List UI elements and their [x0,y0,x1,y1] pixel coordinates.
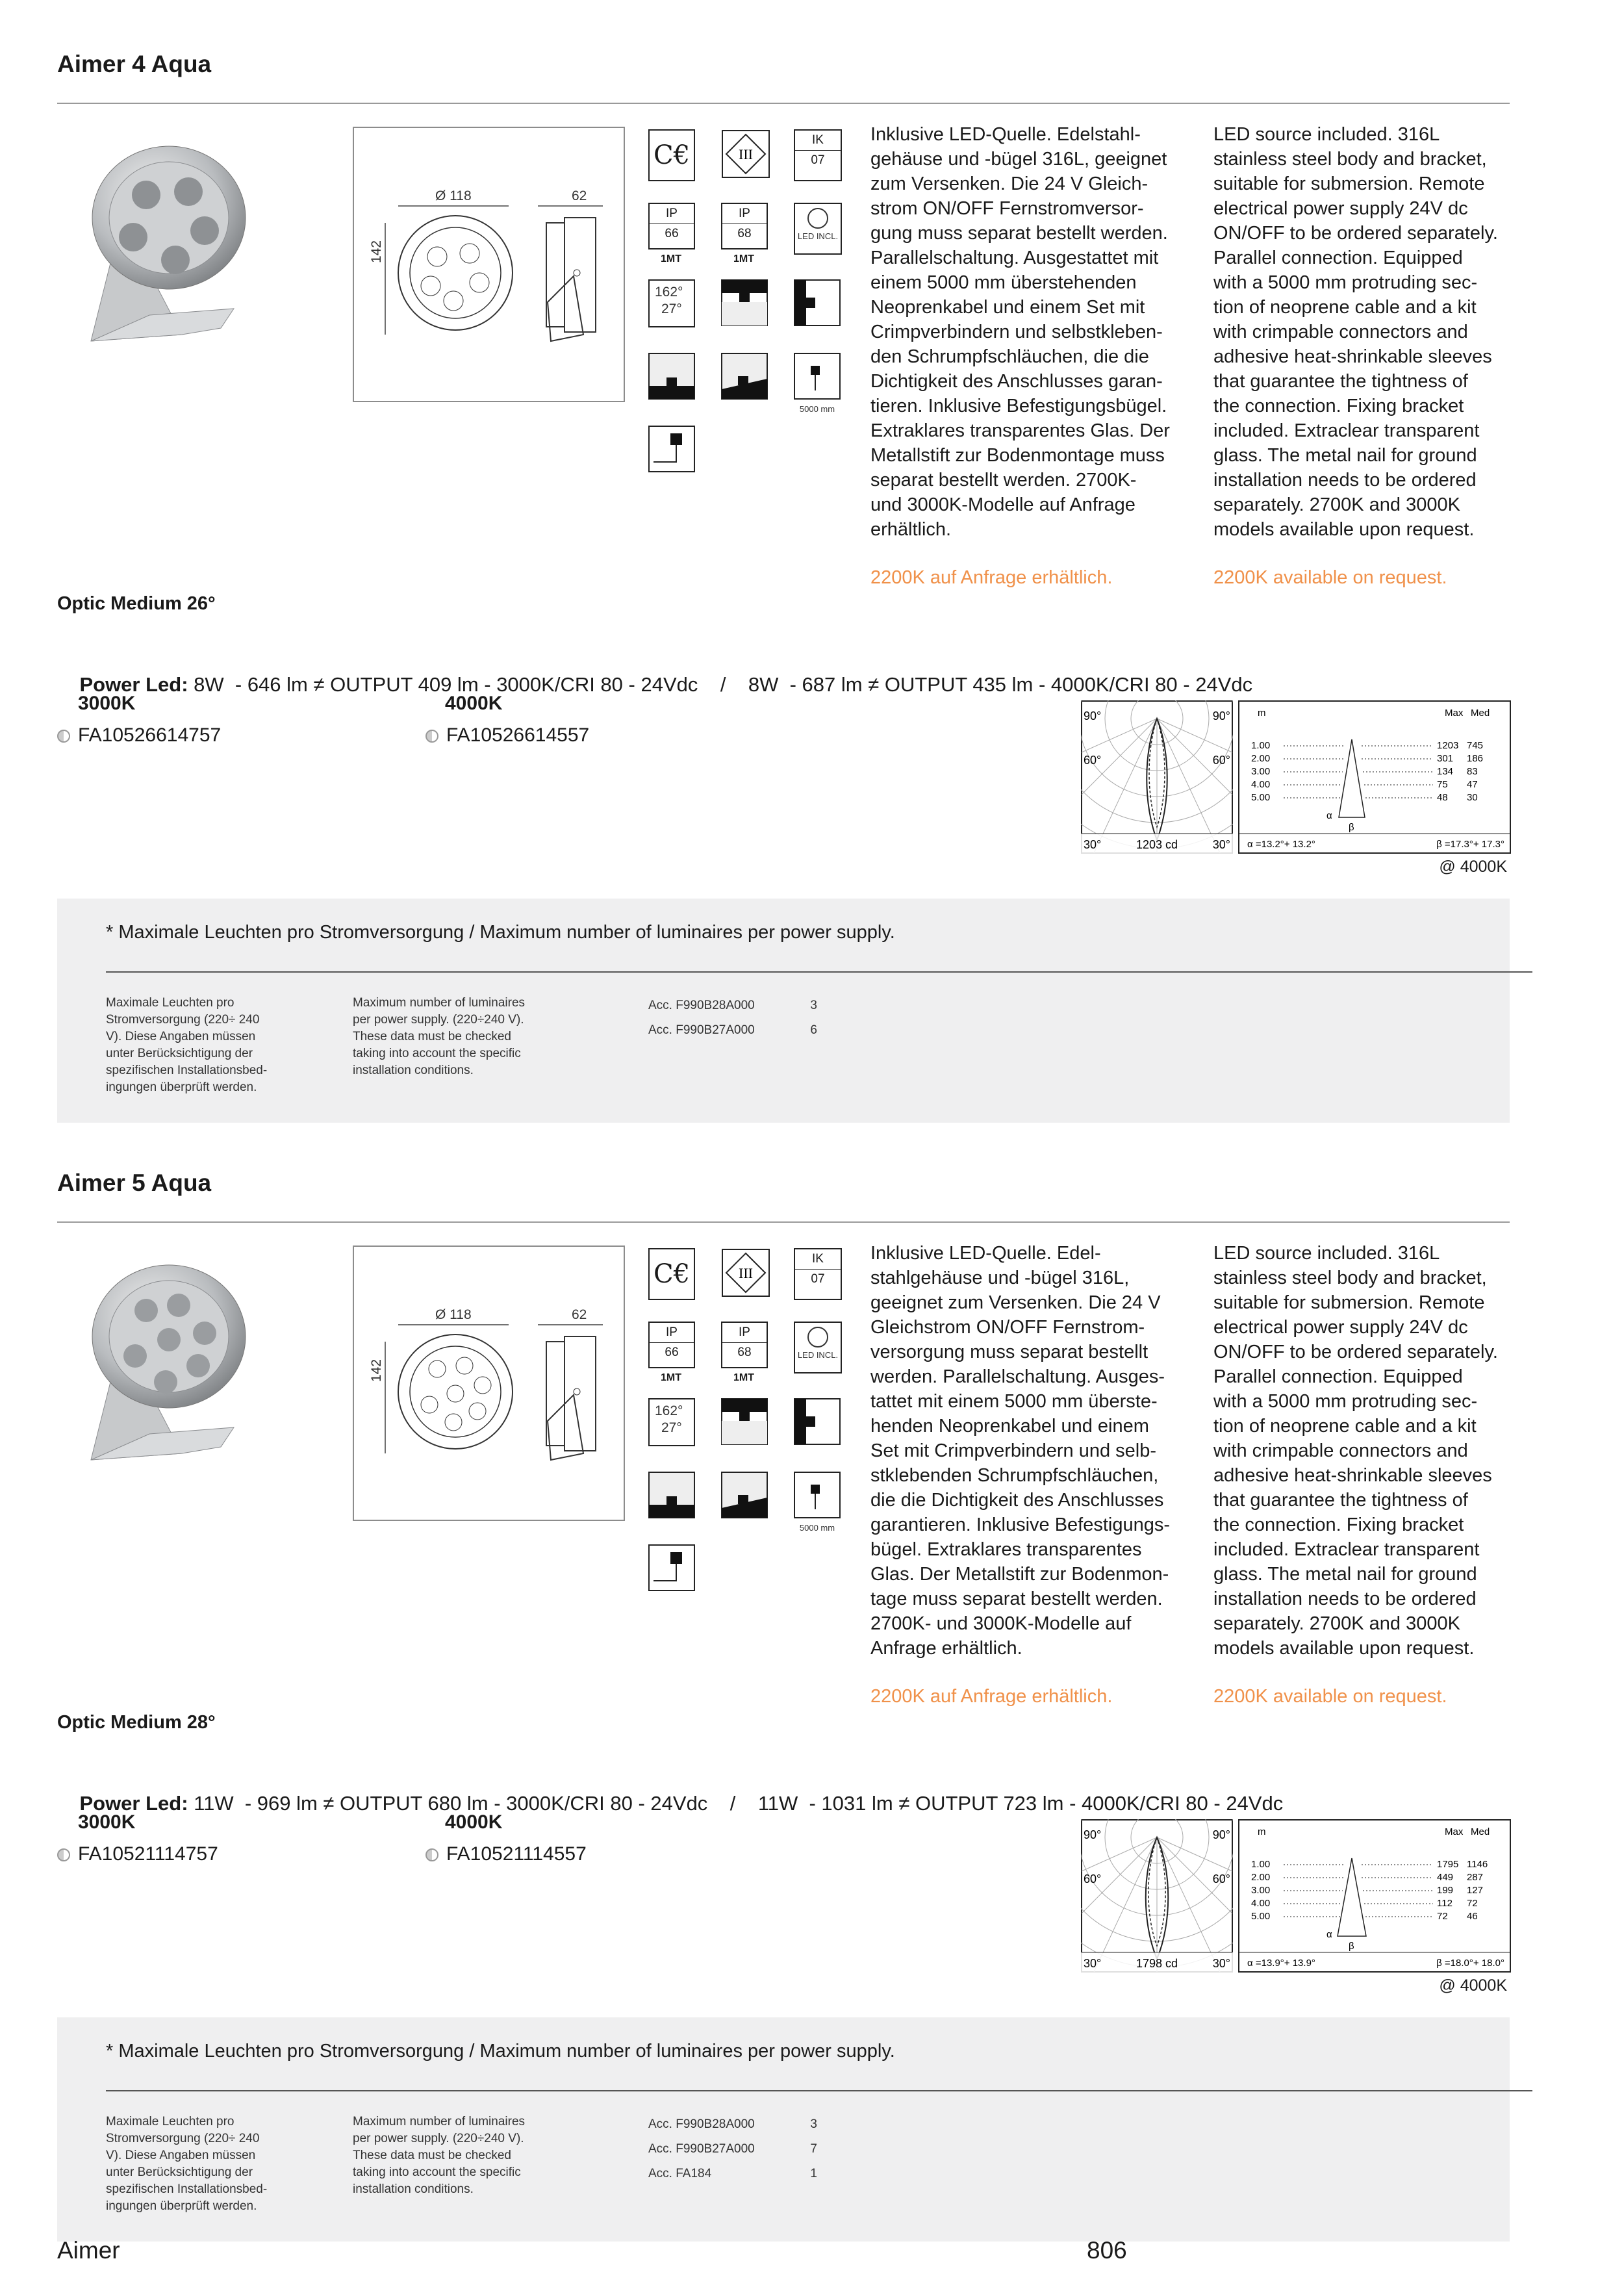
alpha-range: α =13.9°+ 13.9° [1247,1958,1315,1969]
mounting-icon-wall [794,1398,841,1445]
variant-3000k-heading: 3000K [78,1811,136,1833]
mounting-icon-ceiling [721,279,768,326]
color-dot-icon [57,730,70,743]
angle-60-right: 60° [1212,1872,1230,1885]
accessory-list [648,997,817,1039]
cable-length-icon [794,1472,841,1518]
power-supply-info-box [57,2017,1510,2242]
measured-at: @ 4000K [1439,1976,1507,1995]
installation-box-icon [648,426,695,472]
svg-text:1795: 1795 [1437,1859,1459,1870]
class-iii-label: III [739,1265,753,1281]
footer-brand: Aimer [57,2237,120,2264]
svg-text:449: 449 [1437,1872,1454,1883]
list-item: Acc. F990B28A000 3 [648,2117,817,2131]
svg-text:30: 30 [1467,792,1478,803]
svg-text:2.00: 2.00 [1251,1872,1271,1883]
med-header: Med [1471,1826,1490,1837]
product-photo [71,140,253,354]
angle-60-left: 60° [1084,1872,1102,1885]
ik-label: IK [795,131,841,151]
variant-3000k-heading: 3000K [78,693,136,714]
ip68-value: 68 [737,1346,752,1359]
mounting-icon-slope [721,1472,768,1518]
svg-text:186: 186 [1467,753,1484,764]
ip68-icon [721,203,768,249]
title-divider [57,103,1510,104]
angle-a: 162° [655,1403,683,1418]
drawing-lines [353,127,622,400]
ip66-icon [648,1322,695,1368]
ik-value: 07 [811,153,825,167]
beta-symbol: β [1349,822,1354,833]
ip68-label: IP [722,204,767,224]
svg-text:134: 134 [1437,766,1454,777]
ip66-value: 66 [665,227,679,240]
list-item: Acc. FA184 1 [648,2167,817,2180]
dimension-depth: 62 [572,1307,587,1322]
drawing-lines [353,1246,622,1518]
polar-photometric-diagram [1081,700,1233,854]
variant-4000k-heading: 4000K [445,693,503,714]
peak-intensity: 1798 cd [1136,1957,1178,1970]
ik-label: IK [795,1249,841,1270]
dimension-diameter: Ø 118 [435,188,472,203]
power-supply-note-en: Maximum number of luminaires per power supply. (220÷240 V). These data must be checked taking into account the specific installation conditions. [353,2115,526,2196]
installation-box-icon [648,1544,695,1591]
angle-30-right: 30° [1212,1957,1230,1970]
svg-text:72: 72 [1467,1898,1478,1909]
description-de: Inklusive LED-Quelle. Edelstahl- gehäuse und -bügel 316L, geeignet zum Versenken. Die 24 V Gleich- strom ON/OFF Fernstromversor- gung muss separat bestellt werden. Parallelschaltung. Ausgestattet mit einem 5000 mm überstehenden Neoprenkabel und einem Set mit Crimpverbindern und selbstkleben- den Schrumpfschläuchen, die die Dichtigkeit des Anschlusses garan- tieren. Inklusive Befestigungsbügel. Extraklares transparentes Glas. Der Metallstift zur Bodenmontage muss separat bestellt werden. 2700K- und 3000K-Modelle auf Anfrage erhältlich. [870,124,1170,540]
power-supply-heading: * Maximale Leuchten pro Stromversorgung / Maximum number of luminaires per power supply. [106,922,895,943]
power-supply-heading: * Maximale Leuchten pro Stromversorgung / Maximum number of luminaires per power supply. [106,2041,895,2062]
mounting-icon-slope [721,353,768,400]
ik-rating-icon [794,129,842,181]
led-included-label: LED INCL. [797,1350,839,1360]
angle-90-left: 90° [1084,709,1102,722]
svg-text:4.00: 4.00 [1251,1898,1271,1909]
ip66-label: IP [650,204,694,224]
svg-text:75: 75 [1437,779,1448,790]
angle-60-right: 60° [1212,754,1230,767]
variant-3000k-code[interactable] [57,724,221,747]
article-code: FA10526614557 [446,724,590,746]
distance-unit: m [1258,1826,1266,1837]
distance-unit: m [1258,708,1266,719]
note-en: 2200K available on request. [1213,567,1447,588]
mounting-icon-floor [648,353,695,400]
svg-text:1203: 1203 [1437,740,1459,751]
accessory-list [648,2116,817,2182]
box-divider [106,2090,1532,2091]
ce-mark-icon: C€ [648,129,695,181]
svg-text:5.00: 5.00 [1251,792,1271,803]
angle-90-left: 90° [1084,1828,1102,1841]
title-divider [57,1221,1510,1223]
illuminance-cone-diagram [1238,1819,1511,1973]
variant-4000k-code[interactable] [425,724,589,747]
mounting-icon-floor [648,1472,695,1518]
note-en: 2200K available on request. [1213,1686,1447,1707]
power-supply-note-en: Maximum number of luminaires per power supply. (220÷240 V). These data must be checked taking into account the specific installation conditions. [353,996,526,1077]
list-item: Acc. F990B27A000 7 [648,2142,817,2156]
peak-intensity: 1203 cd [1136,838,1178,851]
optic-label: Optic Medium 28° [57,1712,216,1733]
angle-b: 27° [661,1420,682,1435]
ik-rating-icon [794,1248,842,1300]
svg-text:83: 83 [1467,766,1478,777]
ip68-value: 68 [737,227,752,240]
illuminance-cone-diagram [1238,700,1511,854]
optic-label: Optic Medium 26° [57,593,216,614]
power-led-specs: 11W - 969 lm ≠ OUTPUT 680 lm - 3000K/CRI 80 - 24Vdc / 11W - 1031 lm ≠ OUTPUT 723 lm - 4000K/CRI 80 - 24Vdc [188,1792,1284,1815]
svg-text:46: 46 [1467,1911,1478,1922]
dimension-depth: 62 [572,188,587,203]
svg-text:301: 301 [1437,753,1454,764]
ce-mark-icon: C€ [648,1248,695,1300]
power-led-label: Power Led: [79,1792,188,1815]
article-code: FA10521114757 [78,1843,218,1865]
alpha-range: α =13.2°+ 13.2° [1247,839,1315,850]
product-title: Aimer 4 Aqua [57,51,212,77]
mounting-icon-ceiling [721,1398,768,1445]
svg-text:72: 72 [1437,1911,1448,1922]
svg-text:1.00: 1.00 [1251,1859,1271,1870]
ip66-label: IP [650,1323,694,1343]
article-code: FA10521114557 [446,1843,587,1865]
list-item: Acc. F990B28A000 3 [648,999,817,1012]
svg-text:5.00: 5.00 [1251,1911,1271,1922]
svg-text:47: 47 [1467,779,1478,790]
beta-symbol: β [1349,1941,1354,1952]
svg-text:127: 127 [1467,1885,1484,1896]
med-header: Med [1471,708,1490,719]
description-en: LED source included. 316L stainless steel body and bracket, suitable for submersion. Remote electrical power supply 24V dc ON/OFF to be ordered separately. Parallel connection. Equipped with a 5000 mm protruding sec- tion of neoprene cable and a kit with crimpable connectors and adhesive heat-shrinkable sleeves that guarantee the tightness of the connection. Fixing bracket included. Extraclear transparent glass. The metal nail for ground installation needs to be ordered separately. 2700K and 3000K models available upon request. [1213,124,1498,540]
description-en: LED source included. 316L stainless steel body and bracket, suitable for submersion. Remote electrical power supply 24V dc ON/OFF to be ordered separately. Parallel connection. Equipped with a 5000 mm protruding sec- tion of neoprene cable and a kit with crimpable connectors and adhesive heat-shrinkable sleeves that guarantee the tightness of the connection. Fixing bracket included. Extraclear transparent glass. The metal nail for ground installation needs to be ordered separately. 2700K and 3000K models available upon request. [1213,1243,1498,1659]
svg-text:2.00: 2.00 [1251,753,1271,764]
power-led-specs: 8W - 646 lm ≠ OUTPUT 409 lm - 3000K/CRI 80 - 24Vdc / 8W - 687 lm ≠ OUTPUT 435 lm - 4000K/CRI 80 - 24Vdc [188,673,1253,696]
svg-text:287: 287 [1467,1872,1484,1883]
beta-range: β =17.3°+ 17.3° [1436,839,1504,850]
color-dot-icon [57,1848,70,1861]
color-dot-icon [425,1848,438,1861]
angle-b: 27° [661,301,682,316]
product-title: Aimer 5 Aqua [57,1169,212,1196]
led-included-label: LED INCL. [797,231,839,241]
polar-photometric-diagram [1081,1819,1233,1973]
ip68-label: IP [722,1323,767,1343]
cable-length-label: 5000 mm [799,404,835,414]
ip68-depth: 1MT [733,1372,754,1383]
dimension-diameter: Ø 118 [435,1307,472,1322]
class-iii-label: III [739,146,753,162]
svg-text:48: 48 [1437,792,1448,803]
product-section [0,0,1624,1131]
svg-text:199: 199 [1437,1885,1454,1896]
angle-90-right: 90° [1212,709,1230,722]
class-iii-icon [721,129,770,179]
angle-60-left: 60° [1084,754,1102,767]
cable-length-label: 5000 mm [799,1523,835,1533]
power-supply-note-de: Maximale Leuchten pro Stromversorgung (220÷ 240 V). Diese Angaben müssen unter Berücksichtigung der spezifischen Installationsbed- ingungen überprüft werden. [106,2115,268,2213]
description-de: Inklusive LED-Quelle. Edel- stahlgehäuse und -bügel 316L, geeignet zum Versenken. Die 24 V Gleichstrom ON/OFF Fernstrom- versorgung muss separat bestellt werden. Parallelschaltung. Ausges- tattet mit einem 5000 mm überste- henden Neoprenkabel und einem Set mit Crimpverbindern und selb- stklebenden Schrumpfschläuchen, die die Dichtigkeit des Anschlusses garantieren. Inklusive Befestigungs- bügel. Extraklares transparentes Glas. Der Metallstift zur Bodenmon- tage muss separat bestellt werden. 2700K- und 3000K-Modelle auf Anfrage erhältlich. [870,1243,1171,1659]
ip66-icon [648,203,695,249]
color-dot-icon [425,730,438,743]
list-item: Acc. F990B27A000 6 [648,1023,817,1037]
ip66-value: 66 [665,1346,679,1359]
note-de: 2200K auf Anfrage erhältlich. [870,1686,1113,1707]
variant-4000k-heading: 4000K [445,1811,503,1833]
led-included-icon [794,1322,842,1373]
max-header: Max [1445,708,1464,719]
angle-90-right: 90° [1212,1828,1230,1841]
led-included-icon [794,203,842,255]
variant-3000k-code[interactable] [57,1843,218,1865]
rotation-angle-icon [648,279,695,327]
ip68-icon [721,1322,768,1368]
alpha-symbol: α [1326,1929,1332,1940]
ip68-depth: 1MT [733,253,754,264]
svg-text:1.00: 1.00 [1251,740,1271,751]
angle-30-left: 30° [1084,838,1102,851]
cable-length-icon [794,353,841,400]
beta-range: β =18.0°+ 18.0° [1436,1958,1504,1969]
svg-text:1146: 1146 [1467,1859,1488,1870]
dimension-height: 142 [369,1359,384,1382]
ip66-depth: 1MT [661,1372,681,1383]
angle-a: 162° [655,285,683,300]
max-header: Max [1445,1826,1464,1837]
angle-30-right: 30° [1212,838,1230,851]
dimension-height: 142 [369,240,384,263]
note-de: 2200K auf Anfrage erhältlich. [870,567,1113,588]
ik-value: 07 [811,1272,825,1286]
box-divider [106,971,1532,973]
svg-text:112: 112 [1437,1898,1453,1909]
variant-4000k-code[interactable] [425,1843,587,1865]
power-supply-info-box [57,899,1510,1123]
power-supply-note-de: Maximale Leuchten pro Stromversorgung (220÷ 240 V). Diese Angaben müssen unter Berücksichtigung der spezifischen Installationsbed- ingungen überprüft werden. [106,996,268,1094]
product-photo [71,1258,253,1473]
svg-text:4.00: 4.00 [1251,779,1271,790]
class-iii-icon [721,1248,770,1297]
mounting-icon-wall [794,279,841,326]
rotation-angle-icon [648,1398,695,1446]
svg-text:745: 745 [1467,740,1484,751]
page-number: 806 [1087,2237,1127,2264]
power-led-label: Power Led: [79,673,188,696]
alpha-symbol: α [1326,810,1332,821]
svg-text:3.00: 3.00 [1251,766,1271,777]
ip66-depth: 1MT [661,253,681,264]
svg-text:3.00: 3.00 [1251,1885,1271,1896]
power-led-line [57,650,1252,720]
measured-at: @ 4000K [1439,858,1507,876]
product-section [0,1119,1624,2249]
article-code: FA10526614757 [78,724,222,746]
angle-30-left: 30° [1084,1957,1102,1970]
